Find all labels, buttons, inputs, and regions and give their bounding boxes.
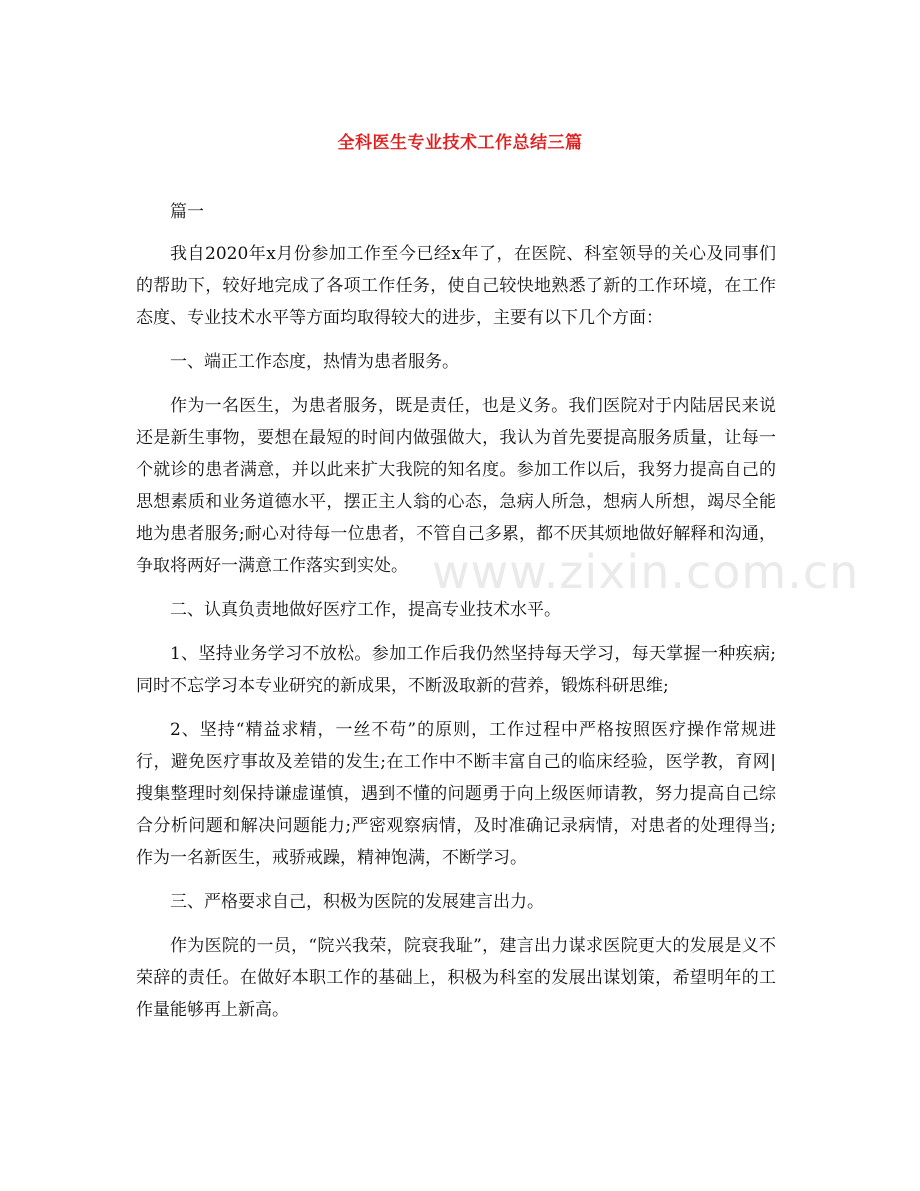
contribution-paragraph: 作为医院的一员，“院兴我荣，院衰我耻”，建言出力谋求医院更大的发展是义不荣辞的责任。在做好本职工作的基础上，积极为科室的发展出谋划策，希望明年的工作量能够再上新高。 <box>136 936 776 1020</box>
work-attitude-paragraph: 作为一名医生，为患者服务，既是责任，也是义务。我们医院对于内陆居民来说还是新生事物，要想在最短的时间内做强做大，我认为首先要提高服务质量，让每一个就诊的患者满意，并以此来扩大我院的知名度。参加工作以后，我努力提高自己的思想素质和业务道德水平，摆正主人翁的心态，急病人所急，想病人所想，竭尽全能地为患者服务;耐心对待每一位患者，不管自己多累，都不厌其烦地做好解释和沟通，争取将两好一满意工作落实到实处。 <box>136 396 776 576</box>
study-paragraph: 1、坚持业务学习不放松。参加工作后我仍然坚持每天学习，每天掌握一种疾病;同时不忘学习本专业研究的新成果，不断汲取新的营养，锻炼科研思维; <box>136 644 776 696</box>
document-title: 全科医生专业技术工作总结三篇 <box>337 133 583 153</box>
section-heading-self-requirement: 三、严格要求自己，积极为医院的发展建言出力。 <box>170 892 544 912</box>
document-body <box>136 196 776 1038</box>
intro-paragraph: 我自2020年x月份参加工作至今已经x年了，在医院、科室领导的关心及同事们的帮助下，较好地完成了各项工作任务，使自己较快地熟悉了新的工作环境，在工作态度、专业技术水平等方面均取得较大的进步，主要有以下几个方面： <box>136 244 776 328</box>
section-heading-part-one: 篇一 <box>170 202 204 222</box>
principle-paragraph: 2、坚持“精益求精，一丝不苟”的原则，工作过程中严格按照医疗操作常规进行，避免医疗事故及差错的发生;在工作中不断丰富自己的临床经验，医学教，育网|搜集整理时刻保持谦虚谨慎，遇到不懂的问题勇于向上级医师请教，努力提高自己综合分析问题和解决问题能力;严密观察病情，及时准确记录病情，对患者的处理得当;作为一名新医生，戒骄戒躁，精神饱满，不断学习。 <box>136 720 776 868</box>
section-heading-medical-work: 二、认真负责地做好医疗工作，提高专业技术水平。 <box>170 600 561 620</box>
watermark: www.zixin.com.cn <box>432 545 860 599</box>
section-heading-work-attitude: 一、端正工作态度，热情为患者服务。 <box>170 352 459 372</box>
